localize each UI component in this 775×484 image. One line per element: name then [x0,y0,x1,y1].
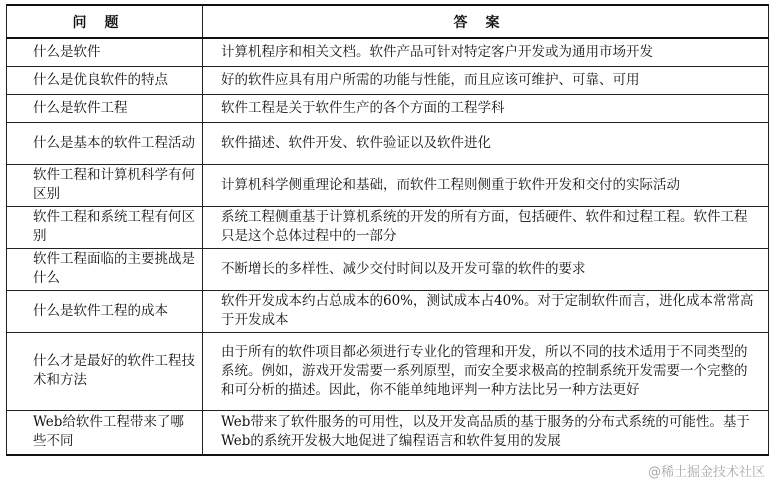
answer-cell: 软件描述、软件开发、软件验证以及软件进化 [203,122,769,164]
answer-cell: 计算机科学侧重理论和基础，而软件工程则侧重于软件开发和交付的实际活动 [203,164,769,206]
table-row [7,38,769,66]
answer-cell: 不断增长的多样性、减少交付时间以及开发可靠的软件的要求 [203,248,769,290]
table-row [7,94,769,122]
question-cell: 什么是软件 [7,38,203,66]
table-row [7,164,769,206]
software-engineering-faq-table [6,4,769,456]
question-cell: 什么是基本的软件工程活动 [7,122,203,164]
question-cell: 软件工程和计算机科学有何区别 [7,164,203,206]
question-cell: Web给软件工程带来了哪些不同 [7,410,203,455]
question-cell: 什么才是最好的软件工程技术和方法 [7,332,203,410]
question-column-header: 问题 [7,5,203,38]
answer-cell: 由于所有的软件项目都必须进行专业化的管理和开发，所以不同的技术适用于不同类型的系统。例如，游戏开发需要一系列原型，而安全要求极高的控制系统开发需要一个完整的和可分析的描述。因此，你不能单纯地评判一种方法比另一种方法更好 [203,332,769,410]
question-cell: 什么是软件工程 [7,94,203,122]
question-cell: 什么是软件工程的成本 [7,290,203,332]
table-row [7,66,769,94]
table-row [7,410,769,455]
table-row [7,206,769,248]
watermark: @稀土掘金技术社区 [647,465,765,480]
answer-column-header: 答案 [203,5,769,38]
qa-table-container [6,4,768,456]
table-row [7,122,769,164]
question-cell: 软件工程和系统工程有何区别 [7,206,203,248]
answer-cell: 计算机程序和相关文档。软件产品可针对特定客户开发或为通用市场开发 [203,38,769,66]
table-row [7,248,769,290]
answer-cell: 系统工程侧重基于计算机系统的开发的所有方面，包括硬件、软件和过程工程。软件工程只是这个总体过程中的一部分 [203,206,769,248]
answer-cell: 软件工程是关于软件生产的各个方面的工程学科 [203,94,769,122]
question-cell: 软件工程面临的主要挑战是什么 [7,248,203,290]
table-header-row [7,5,769,38]
answer-cell: 好的软件应具有用户所需的功能与性能，而且应该可维护、可靠、可用 [203,66,769,94]
answer-cell: Web带来了软件服务的可用性，以及开发高品质的基于服务的分布式系统的可能性。基于Web的系统开发极大地促进了编程语言和软件复用的发展 [203,410,769,455]
table-row [7,332,769,410]
table-row [7,290,769,332]
question-cell: 什么是优良软件的特点 [7,66,203,94]
answer-cell: 软件开发成本约占总成本的60%，测试成本占40%。对于定制软件而言，进化成本常常高于开发成本 [203,290,769,332]
